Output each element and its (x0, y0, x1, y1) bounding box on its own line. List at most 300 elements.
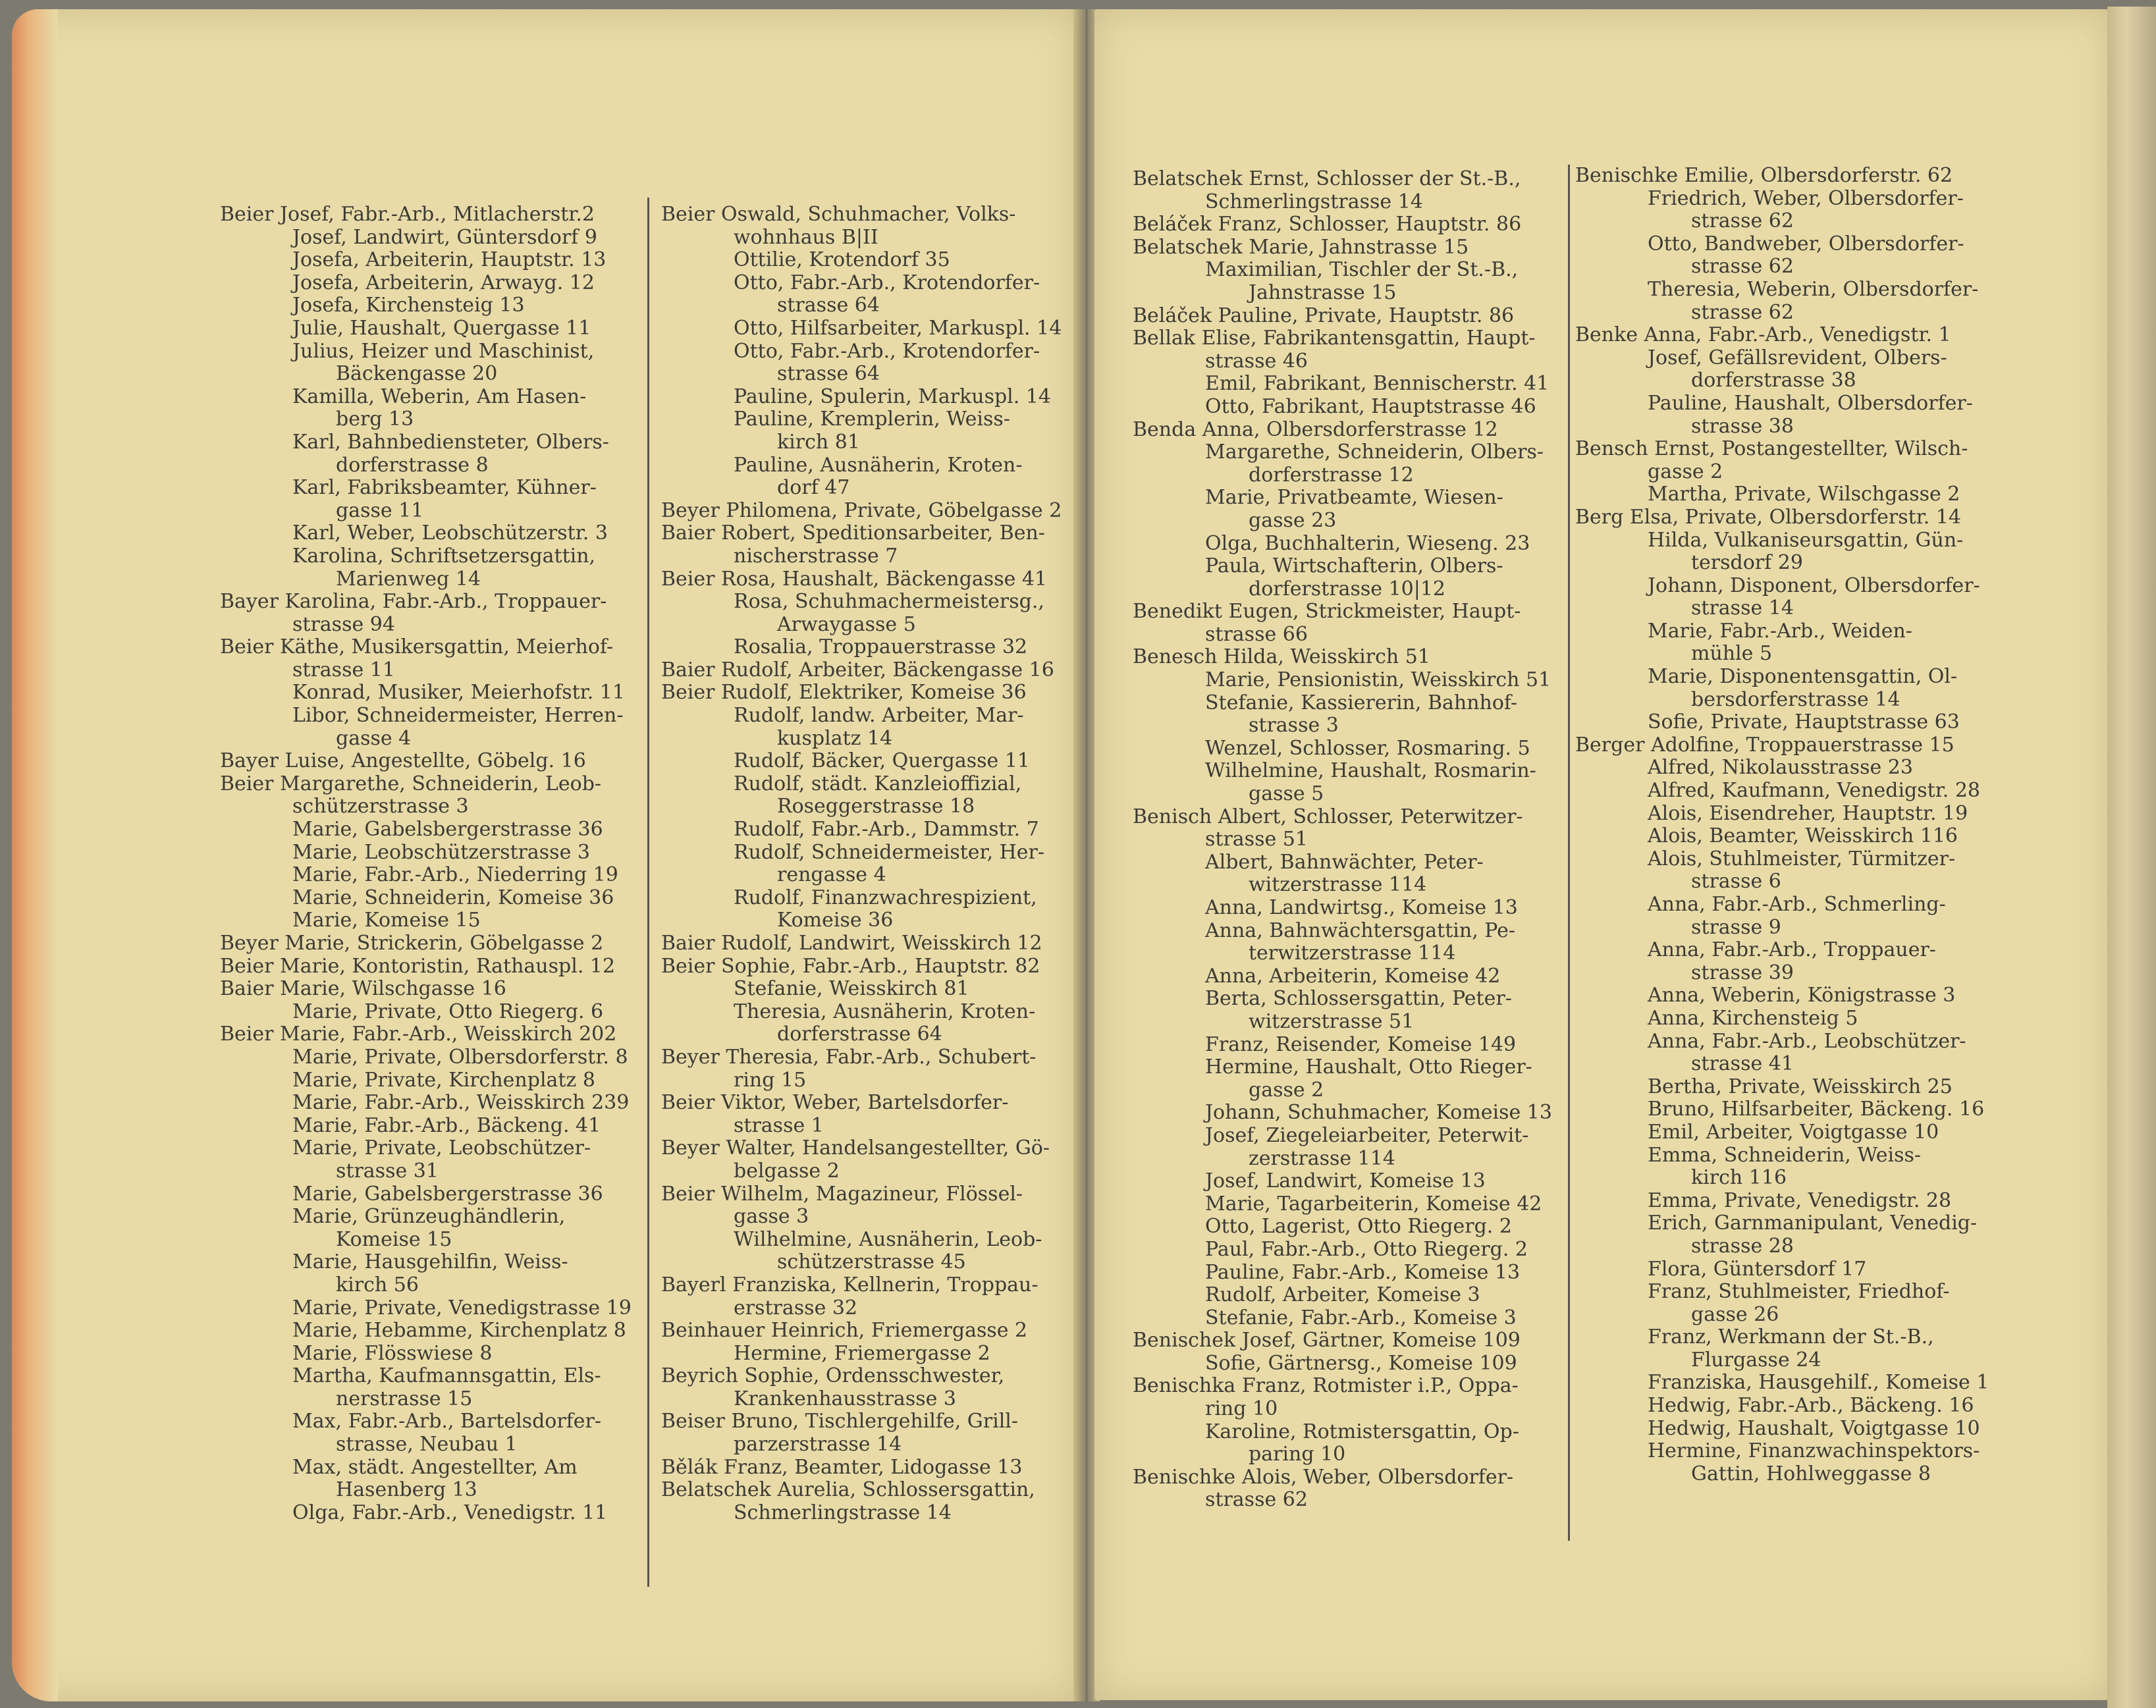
entry-line: Libor, Schneidermeister, Herren- (292, 704, 624, 728)
sub-entry (220, 909, 643, 932)
directory-entry (661, 1365, 1083, 1410)
entry-line: Marie, Leobschützerstrasse 3 (292, 840, 590, 864)
sub-entry (1575, 1144, 1997, 1190)
entry-line: Beier Käthe, Musikersgattin, Meierhof- (220, 635, 614, 659)
entry-line: Johann, Schuhmacher, Komeise 13 (1205, 1101, 1552, 1125)
sub-entry (1133, 737, 1554, 761)
sub-entry (1575, 1076, 1997, 1099)
directory-entry (1133, 600, 1554, 646)
entry-line: Belatschek Aurelia, Schlossersgattin, (661, 1478, 1035, 1502)
entry-line: Bäckengasse 20 (336, 362, 498, 386)
entry-line: Benisch Albert, Schlosser, Peterwitzer- (1133, 805, 1523, 828)
sub-entry (661, 750, 1083, 773)
entry-line: Franz, Werkmann der St.-B., (1648, 1325, 1934, 1349)
sub-entry (1575, 803, 1997, 826)
sub-entry (220, 1183, 643, 1206)
entry-line: strasse 94 (292, 612, 395, 636)
sub-entry (661, 887, 1083, 932)
entry-line: mühle 5 (1691, 642, 1773, 666)
entry-line: Benischke Emilie, Olbersdorferstr. 62 (1575, 164, 1953, 187)
entry-line: Paul, Fabr.-Arb., Otto Riegerg. 2 (1205, 1237, 1528, 1261)
entry-line: Otto, Fabr.-Arb., Krotendorfer- (734, 271, 1040, 294)
entry-line: Marienweg 14 (336, 567, 481, 591)
sub-entry (220, 1206, 643, 1251)
sub-entry (220, 522, 643, 545)
entry-line: Josef, Ziegeleiarbeiter, Peterwit- (1205, 1123, 1529, 1147)
entry-line: Baier Marie, Wilschgasse 16 (220, 977, 506, 1001)
sub-entry (220, 1320, 643, 1343)
entry-line: rengasse 4 (777, 863, 886, 887)
directory-entry (1133, 236, 1554, 259)
sub-entry (1133, 487, 1554, 532)
entry-line: Pauline, Fabr.-Arb., Komeise 13 (1205, 1260, 1521, 1284)
entry-line: Flurgasse 24 (1691, 1348, 1821, 1372)
entry-line: Belatschek Ernst, Schlosser der St.-B., (1133, 167, 1521, 190)
directory-entry (1133, 305, 1554, 328)
sub-entry (1575, 233, 1997, 279)
entry-line: Beier Sophie, Fabr.-Arb., Hauptstr. 82 (661, 954, 1040, 978)
entry-line: Beier Marie, Fabr.-Arb., Weisskirch 202 (220, 1023, 617, 1046)
sub-entry (1133, 441, 1554, 487)
entry-line: Alois, Stuhlmeister, Türmitzer- (1648, 847, 1956, 870)
directory-entry (661, 659, 1083, 682)
entry-line: Marie, Gabelsbergerstrasse 36 (292, 818, 603, 841)
entry-line: kirch 81 (777, 430, 860, 454)
entry-line: strasse 14 (1691, 597, 1794, 620)
entry-line: terwitzerstrasse 114 (1249, 942, 1456, 965)
sub-entry (1133, 1421, 1554, 1466)
entry-line: Beier Josef, Fabr.-Arb., Mitlacherstr.2 (220, 203, 595, 226)
entry-line: strasse 62 (1691, 255, 1794, 279)
entry-line: Stefanie, Weisskirch 81 (734, 977, 969, 1001)
entry-line: Anna, Arbeiterin, Komeise 42 (1205, 964, 1501, 988)
entry-line: strasse 38 (1691, 414, 1794, 438)
entry-line: Komeise 36 (777, 909, 894, 932)
entry-line: Marie, Gabelsbergerstrasse 36 (292, 1182, 603, 1206)
sub-entry (1133, 533, 1554, 556)
directory-entry (220, 932, 643, 955)
entry-line: Franz, Stuhlmeister, Friedhof- (1648, 1280, 1950, 1304)
sub-entry (220, 1046, 643, 1069)
sub-entry (1575, 757, 1997, 780)
directory-entry (220, 591, 643, 636)
entry-line: Beiser Bruno, Tischlergehilfe, Grill- (661, 1410, 1019, 1433)
entry-line: Josefa, Arbeiterin, Hauptstr. 13 (292, 248, 606, 272)
entry-line: dorf 47 (777, 476, 850, 500)
directory-entry (220, 773, 643, 818)
entry-line: parzerstrasse 14 (734, 1433, 902, 1456)
entry-line: schützerstrasse 45 (777, 1250, 966, 1274)
entry-line: strasse 64 (777, 294, 880, 317)
directory-entry (1133, 1329, 1554, 1352)
sub-entry (1575, 347, 1997, 392)
sub-entry (661, 454, 1083, 500)
entry-line: Krankenhausstrasse 3 (734, 1387, 956, 1410)
entry-line: Theresia, Ausnäherin, Kroten- (734, 1000, 1036, 1023)
entry-line: Benda Anna, Olbersdorferstrasse 12 (1133, 417, 1498, 441)
entry-line: strasse 31 (336, 1159, 439, 1183)
entry-line: Beyrich Sophie, Ordensschwester, (661, 1364, 1005, 1388)
sub-entry (1575, 279, 1997, 324)
sub-entry (1575, 188, 1997, 233)
entry-line: gasse 3 (734, 1205, 809, 1229)
sub-entry (220, 1410, 643, 1456)
entry-line: bersdorferstrasse 14 (1691, 687, 1900, 711)
entry-line: berg 13 (336, 408, 414, 431)
directory-entry (220, 978, 643, 1001)
sub-entry (220, 1502, 643, 1525)
entry-line: Paula, Wirtschafterin, Olbers- (1205, 554, 1503, 578)
directory-entry (1133, 168, 1554, 213)
sub-entry (220, 386, 643, 431)
entry-line: Olga, Fabr.-Arb., Venedigstr. 11 (292, 1501, 608, 1524)
entry-line: Marie, Private, Venedigstrasse 19 (292, 1296, 632, 1320)
entry-line: Erich, Garnmanipulant, Venedig- (1648, 1212, 1978, 1235)
entry-line: strasse 62 (1691, 300, 1794, 324)
entry-line: Emil, Fabrikant, Bennischerstr. 41 (1205, 372, 1550, 396)
entry-line: witzerstrasse 51 (1249, 1009, 1415, 1033)
sub-entry (220, 249, 643, 272)
entry-line: Roseggerstrasse 18 (777, 795, 975, 818)
sub-entry (1575, 1190, 1997, 1213)
entry-line: Emma, Private, Venedigstr. 28 (1648, 1188, 1952, 1212)
entry-line: Anna, Weberin, Königstrasse 3 (1648, 984, 1956, 1007)
entry-line: Hermine, Finanzwachinspektors- (1648, 1439, 1980, 1463)
sub-entry (220, 431, 643, 477)
sub-entry (661, 317, 1083, 340)
directory-entry (1575, 324, 1997, 347)
sub-entry (1133, 1307, 1554, 1330)
entry-line: Emil, Arbeiter, Voigtgasse 10 (1648, 1120, 1939, 1144)
sub-entry (1575, 848, 1997, 894)
directory-entry (1133, 646, 1554, 669)
directory-entry (661, 1092, 1083, 1137)
sub-entry (1133, 1262, 1554, 1285)
sub-entry (661, 818, 1083, 841)
entry-line: Karolina, Schriftsetzersgattin, (292, 544, 596, 568)
entry-line: Bayer Luise, Angestellte, Göbelg. 16 (220, 749, 586, 773)
entry-line: paring 10 (1249, 1443, 1346, 1466)
directory-entry (1133, 806, 1554, 851)
entry-line: Otto, Hilfsarbeiter, Markuspl. 14 (734, 316, 1062, 340)
entry-line: Otto, Fabr.-Arb., Krotendorfer- (734, 339, 1040, 363)
directory-entry (661, 1046, 1083, 1092)
entry-line: Benesch Hilda, Weisskirch 51 (1133, 645, 1430, 669)
directory-entry (1133, 327, 1554, 373)
sub-entry (220, 227, 643, 250)
entry-line: tersdorf 29 (1691, 551, 1803, 575)
sub-entry (661, 773, 1083, 818)
entry-line: Margarethe, Schneiderin, Olbers- (1205, 440, 1544, 464)
entry-line: Anna, Fabr.-Arb., Leobschützer- (1648, 1029, 1966, 1053)
right-page-edge (2107, 7, 2156, 1708)
entry-line: Hasenberg 13 (336, 1478, 477, 1502)
entry-line: Anna, Bahnwächtersgattin, Pe- (1205, 919, 1515, 942)
entry-line: Wilhelmine, Ausnäherin, Leob- (734, 1227, 1042, 1251)
entry-line: Marie, Pensionistin, Weisskirch 51 (1205, 668, 1551, 692)
entry-line: Theresia, Weberin, Olbersdorfer- (1648, 277, 1979, 301)
entry-line: Marie, Privatbeamte, Wiesen- (1205, 486, 1503, 510)
entry-line: Komeise 15 (336, 1227, 452, 1251)
entry-line: gasse 11 (336, 498, 424, 522)
directory-entry (1575, 506, 1997, 529)
entry-line: Josefa, Kirchensteig 13 (292, 294, 525, 317)
sub-entry (1133, 1034, 1554, 1057)
entry-line: strasse 64 (777, 362, 880, 386)
sub-entry (220, 1251, 643, 1296)
column-rule-right (1568, 165, 1570, 1541)
sub-entry (1133, 1125, 1554, 1170)
sub-entry (1575, 483, 1997, 506)
entry-line: Marie, Fabr.-Arb., Bäckeng. 41 (292, 1113, 601, 1137)
entry-line: Baier Rudolf, Arbeiter, Bäckengasse 16 (661, 658, 1054, 681)
entry-line: Rudolf, Fabr.-Arb., Dammstr. 7 (734, 818, 1039, 841)
entry-line: Baier Robert, Speditionsarbeiter, Ben- (661, 521, 1045, 545)
column-2 (661, 203, 1083, 1524)
entry-line: Berger Adolfine, Troppauerstrasse 15 (1575, 733, 1954, 757)
entry-line: Karl, Weber, Leobschützerstr. 3 (292, 521, 608, 545)
sub-entry (1133, 1239, 1554, 1262)
entry-line: Alfred, Kaufmann, Venedigstr. 28 (1648, 779, 1980, 803)
sub-entry (1575, 1098, 1997, 1121)
entry-line: nischerstrasse 7 (734, 544, 898, 568)
directory-entry (661, 568, 1083, 591)
sub-entry (220, 317, 643, 340)
sub-entry (661, 408, 1083, 454)
entry-line: Bayer Karolina, Fabr.-Arb., Troppauer- (220, 590, 607, 614)
entry-line: Hermine, Haushalt, Otto Rieger- (1205, 1055, 1532, 1079)
entry-line: ring 15 (734, 1068, 807, 1092)
sub-entry (1133, 1284, 1554, 1307)
sub-entry (1575, 1121, 1997, 1144)
directory-entry (661, 522, 1083, 568)
sub-entry (661, 1343, 1083, 1366)
page-edge (12, 9, 58, 1701)
sub-entry (1575, 620, 1997, 666)
entry-line: strasse 28 (1691, 1234, 1794, 1258)
entry-line: strasse, Neubau 1 (336, 1433, 518, 1456)
entry-line: Bruno, Hilfsarbeiter, Bäckeng. 16 (1648, 1098, 1985, 1121)
entry-line: Anna, Fabr.-Arb., Schmerling- (1648, 893, 1946, 916)
entry-line: nerstrasse 15 (336, 1387, 473, 1410)
entry-line: Otto, Bandweber, Olbersdorfer- (1648, 232, 1964, 255)
entry-line: Emma, Schneiderin, Weiss- (1648, 1143, 1922, 1167)
entry-line: Anna, Kirchensteig 5 (1648, 1006, 1858, 1030)
entry-line: Benischka Franz, Rotmister i.P., Oppa- (1133, 1374, 1519, 1398)
column-1 (220, 203, 643, 1524)
entry-line: Beier Margarethe, Schneiderin, Leob- (220, 772, 602, 795)
entry-line: Bensch Ernst, Postangestellter, Wilsch- (1575, 437, 1968, 461)
sub-entry (1133, 1102, 1554, 1125)
entry-line: Beier Rudolf, Elektriker, Komeise 36 (661, 681, 1027, 705)
sub-entry (220, 818, 643, 841)
entry-line: strasse 51 (1205, 828, 1308, 851)
sub-entry (661, 636, 1083, 659)
sub-entry (1575, 825, 1997, 848)
entry-line: dorferstrasse 38 (1691, 369, 1856, 392)
entry-line: Marie, Private, Otto Riegerg. 6 (292, 1000, 604, 1023)
entry-line: Kamilla, Weberin, Am Hasen- (292, 385, 587, 408)
entry-line: Karl, Fabriksbeamter, Kühner- (292, 476, 597, 500)
sub-entry (1133, 897, 1554, 920)
column-4 (1575, 165, 1997, 1485)
sub-entry (1133, 920, 1554, 965)
sub-entry (1575, 1258, 1997, 1281)
entry-line: Alfred, Nikolausstrasse 23 (1648, 756, 1913, 780)
entry-line: Marie, Schneiderin, Komeise 36 (292, 886, 614, 909)
entry-line: kirch 56 (336, 1273, 419, 1296)
directory-entry (1575, 438, 1997, 483)
entry-line: Baier Rudolf, Landwirt, Weisskirch 12 (661, 932, 1042, 955)
entry-line: Marie, Fabr.-Arb., Weiden- (1648, 619, 1912, 643)
entry-line: Sofie, Private, Hauptstrasse 63 (1648, 710, 1960, 734)
sub-entry (1575, 666, 1997, 711)
directory-entry (661, 1456, 1083, 1480)
entry-line: Pauline, Spulerin, Markuspl. 14 (734, 385, 1052, 408)
directory-entry (1133, 419, 1554, 442)
sub-entry (1133, 259, 1554, 304)
entry-line: Beyer Walter, Handelsangestellter, Gö- (661, 1136, 1050, 1160)
sub-entry (220, 681, 643, 705)
entry-line: strasse 39 (1691, 961, 1794, 984)
entry-line: Martha, Private, Wilschgasse 2 (1648, 483, 1960, 506)
directory-entry (1133, 213, 1554, 236)
directory-entry (1133, 1466, 1554, 1512)
entry-line: Albert, Bahnwächter, Peter- (1205, 850, 1484, 874)
entry-line: Beyer Philomena, Private, Göbelgasse 2 (661, 498, 1062, 522)
entry-line: Rosalia, Troppauerstrasse 32 (734, 635, 1028, 659)
entry-line: Olga, Buchhalterin, Wieseng. 23 (1205, 531, 1530, 555)
sub-entry (661, 841, 1083, 887)
entry-line: Marie, Hausgehilfin, Weiss- (292, 1250, 568, 1274)
sub-entry (1133, 1056, 1554, 1102)
directory-entry (661, 1479, 1083, 1524)
entry-line: Rosa, Schuhmachermeistersg., (734, 590, 1044, 614)
entry-line: strasse 3 (1249, 714, 1339, 737)
entry-line: Franziska, Hausgehilf., Komeise 1 (1648, 1371, 1989, 1395)
entry-line: Karoline, Rotmistersgattin, Op- (1205, 1420, 1519, 1443)
entry-line: Beláček Franz, Schlosser, Hauptstr. 86 (1133, 213, 1522, 236)
entry-line: Rudolf, Bäcker, Quergasse 11 (734, 749, 1031, 773)
entry-line: Rudolf, Arbeiter, Komeise 3 (1205, 1283, 1480, 1307)
sub-entry (661, 1001, 1083, 1046)
sub-entry (220, 887, 643, 910)
directory-entry (661, 1320, 1083, 1343)
sub-entry (661, 340, 1083, 386)
sub-entry (1575, 1395, 1997, 1418)
directory-entry (220, 1023, 643, 1046)
entry-line: strasse 62 (1205, 1488, 1308, 1512)
entry-line: Beier Oswald, Schuhmacher, Volks- (661, 203, 1016, 226)
entry-line: Schmerlingstrasse 14 (1205, 190, 1423, 213)
entry-line: Jahnstrasse 15 (1249, 280, 1397, 304)
entry-line: Rudolf, städt. Kanzleioffizial, (734, 772, 1022, 795)
entry-line: Stefanie, Fabr.-Arb., Komeise 3 (1205, 1306, 1517, 1329)
entry-line: ring 10 (1205, 1397, 1278, 1421)
entry-line: strasse 46 (1205, 349, 1308, 373)
directory-entry (1133, 1375, 1554, 1420)
entry-line: Bertha, Private, Weisskirch 25 (1648, 1075, 1953, 1098)
entry-line: Alois, Eisendreher, Hauptstr. 19 (1648, 801, 1968, 825)
sub-entry (1133, 988, 1554, 1033)
entry-line: Otto, Fabrikant, Hauptstrasse 46 (1205, 394, 1536, 418)
entry-line: strasse 66 (1205, 622, 1308, 646)
entry-line: erstrasse 32 (734, 1296, 858, 1320)
entry-line: Marie, Private, Kirchenplatz 8 (292, 1068, 595, 1092)
sub-entry (1133, 669, 1554, 692)
directory-entry (661, 203, 1083, 249)
sub-entry (220, 272, 643, 295)
entry-line: Arwaygasse 5 (777, 612, 916, 636)
sub-entry (661, 705, 1083, 750)
entry-line: Pauline, Haushalt, Olbersdorfer- (1648, 391, 1973, 415)
sub-entry (220, 864, 643, 887)
entry-line: Beier Viktor, Weber, Bartelsdorfer- (661, 1091, 1009, 1115)
entry-line: Ottilie, Krotendorf 35 (734, 248, 950, 272)
directory-entry (220, 203, 643, 227)
entry-line: gasse 23 (1249, 508, 1337, 532)
entry-line: Schmerlingstrasse 14 (734, 1501, 952, 1524)
directory-entry (220, 955, 643, 978)
entry-line: Marie, Hebamme, Kirchenplatz 8 (292, 1319, 626, 1343)
entry-line: wohnhaus B|II (734, 225, 878, 249)
entry-line: gasse 5 (1249, 782, 1324, 806)
entry-line: gasse 2 (1249, 1078, 1324, 1102)
sub-entry (220, 1137, 643, 1183)
sub-entry (661, 978, 1083, 1001)
sub-entry (1575, 575, 1997, 620)
entry-line: Marie, Grünzeughändlerin, (292, 1205, 566, 1229)
sub-entry (1575, 529, 1997, 575)
entry-line: dorferstrasse 10|12 (1249, 577, 1446, 600)
entry-line: Julius, Heizer und Maschinist, (292, 339, 595, 363)
entry-line: strasse 11 (292, 658, 395, 681)
entry-line: zerstrasse 114 (1249, 1146, 1395, 1170)
sub-entry (220, 1069, 643, 1092)
sub-entry (220, 545, 643, 591)
directory-entry (661, 1410, 1083, 1456)
directory-entry (220, 750, 643, 773)
entry-line: dorferstrasse 8 (336, 453, 489, 477)
entry-line: Benke Anna, Fabr.-Arb., Venedigstr. 1 (1575, 323, 1951, 347)
column-3 (1133, 168, 1554, 1512)
sub-entry (1575, 894, 1997, 939)
entry-line: Beláček Pauline, Private, Hauptstr. 86 (1133, 304, 1515, 327)
sub-entry (220, 1343, 643, 1366)
directory-entry (661, 1183, 1083, 1229)
entry-line: Johann, Disponent, Olbersdorfer- (1648, 574, 1980, 597)
entry-line: Beinhauer Heinrich, Friemergasse 2 (661, 1319, 1028, 1343)
entry-line: Josef, Gefällsrevident, Olbers- (1648, 346, 1947, 369)
entry-line: Konrad, Musiker, Meierhofstr. 11 (292, 681, 625, 705)
sub-entry (661, 1229, 1083, 1274)
entry-line: Max, Fabr.-Arb., Bartelsdorfer- (292, 1410, 602, 1433)
entry-line: Beier Marie, Kontoristin, Rathauspl. 12 (220, 954, 616, 978)
entry-line: kirch 116 (1691, 1166, 1787, 1190)
entry-line: Pauline, Ausnäherin, Kroten- (734, 453, 1023, 477)
entry-line: belgasse 2 (734, 1159, 840, 1183)
entry-line: Berta, Schlossersgattin, Peter- (1205, 987, 1512, 1011)
entry-line: Josef, Landwirt, Komeise 13 (1205, 1169, 1486, 1193)
sub-entry (1133, 555, 1554, 600)
sub-entry (1133, 1352, 1554, 1375)
entry-line: Wilhelmine, Haushalt, Rosmarin- (1205, 759, 1536, 783)
sub-entry (661, 591, 1083, 636)
directory-entry (661, 681, 1083, 705)
entry-line: gasse 4 (336, 726, 412, 750)
column-rule-left (647, 198, 649, 1587)
sub-entry (661, 272, 1083, 317)
